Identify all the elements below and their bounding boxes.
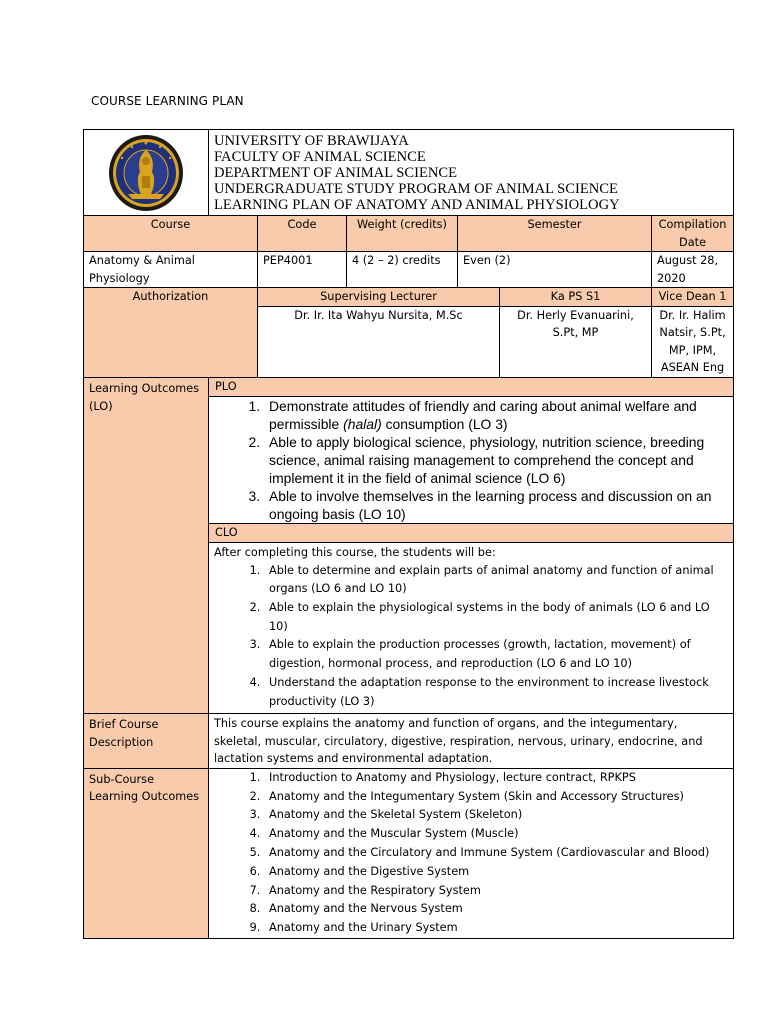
vice-dean-header: Vice Dean 1 [652, 288, 734, 307]
weight-header: Weight (credits) [347, 216, 458, 252]
clo-item: 4. Understand the adaptation response to the environment to increase livestock productivity (LO 3) [264, 674, 728, 711]
course-plan-table [83, 129, 734, 939]
course-name: Anatomy & Animal Physiology [84, 252, 258, 288]
document-heading: COURSE LEARNING PLAN [91, 94, 244, 108]
supervising-lecturer-header: Supervising Lecturer [258, 288, 500, 307]
supervising-lecturer-name: Dr. Ir. Ita Wahyu Nursita, M.Sc [258, 306, 500, 377]
sub-clo-item: 6. Anatomy and the Digestive System [264, 863, 728, 882]
code-header: Code [258, 216, 347, 252]
learning-plan-title: LEARNING PLAN OF ANATOMY AND ANIMAL PHYSIOLOGY [214, 197, 620, 213]
compilation-date: August 28, 2020 [652, 252, 734, 288]
course-semester: Even (2) [458, 252, 652, 288]
sub-clo-section [209, 768, 734, 938]
plo-label: PLO [209, 377, 734, 396]
university-name: UNIVERSITY OF BRAWIJAYA [214, 133, 409, 149]
institution-header [209, 130, 734, 216]
sub-clo-item: 3. Anatomy and the Skeletal System (Skeleton) [264, 806, 728, 825]
department-name: DEPARTMENT OF ANIMAL SCIENCE [214, 165, 458, 181]
vice-dean-name: Dr. Ir. Halim Natsir, S.Pt, MP, IPM, ASEAN Eng [652, 306, 734, 377]
university-seal-icon [108, 134, 184, 212]
plo-list [209, 396, 734, 524]
ka-ps-header: Ka PS S1 [500, 288, 652, 307]
sub-clo-item: 8. Anatomy and the Nervous System [264, 900, 728, 919]
clo-intro: After completing this course, the students will be: [214, 546, 496, 560]
compilation-date-header: Compilation Date [652, 216, 734, 252]
sub-clo-label: Sub-Course Learning Outcomes [84, 768, 209, 938]
sub-clo-item: 4. Anatomy and the Muscular System (Muscle) [264, 825, 728, 844]
sub-clo-item: 5. Anatomy and the Circulatory and Immune System (Cardiovascular and Blood) [264, 844, 728, 863]
logo-cell [84, 130, 209, 216]
faculty-name: FACULTY OF ANIMAL SCIENCE [214, 149, 426, 165]
clo-item: 1. Able to determine and explain parts of animal anatomy and function of animal organs (LO 6 and LO 10) [264, 562, 728, 599]
plo-item: 2. Able to apply biological science, physiology, nutrition science, breeding science, animal raising management to comprehend the concept and implement it in the field of animal science (LO 6) [264, 433, 728, 487]
sub-clo-item: 1. Introduction to Anatomy and Physiology, lecture contract, RPKPS [264, 769, 728, 788]
ka-ps-name: Dr. Herly Evanuarini, S.Pt, MP [500, 306, 652, 377]
clo-label: CLO [209, 524, 734, 543]
plo-item: 1. Demonstrate attitudes of friendly and caring about animal welfare and permissible (halal) consumption (LO 3) [264, 397, 728, 433]
clo-section [209, 543, 734, 714]
sub-clo-item: 2. Anatomy and the Integumentary System (Skin and Accessory Structures) [264, 788, 728, 807]
clo-item: 2. Able to explain the physiological systems in the body of animals (LO 6 and LO 10) [264, 599, 728, 636]
sub-clo-item: 9. Anatomy and the Urinary System [264, 919, 728, 938]
sub-clo-item: 7. Anatomy and the Respiratory System [264, 882, 728, 901]
authorization-label: Authorization [84, 288, 258, 378]
course-header: Course [84, 216, 258, 252]
brief-description-text: This course explains the anatomy and function of organs, and the integumentary, skeletal, muscular, circulatory, digestive, respiration, nervous, urinary, endocrine, and lactation systems and environmental adaptation. [209, 714, 734, 769]
course-code: PEP4001 [258, 252, 347, 288]
study-program-name: UNDERGRADUATE STUDY PROGRAM OF ANIMAL SCIENCE [214, 181, 618, 197]
learning-outcomes-label: Learning Outcomes (LO) [84, 377, 209, 714]
semester-header: Semester [458, 216, 652, 252]
course-weight: 4 (2 – 2) credits [347, 252, 458, 288]
clo-item: 3. Able to explain the production processes (growth, lactation, movement) of digestion, hormonal process, and reproduction (LO 6 and LO 10) [264, 636, 728, 673]
plo-item: 3. Able to involve themselves in the learning process and discussion on an ongoing basis (LO 10) [264, 487, 728, 523]
brief-description-label: Brief Course Description [84, 714, 209, 769]
